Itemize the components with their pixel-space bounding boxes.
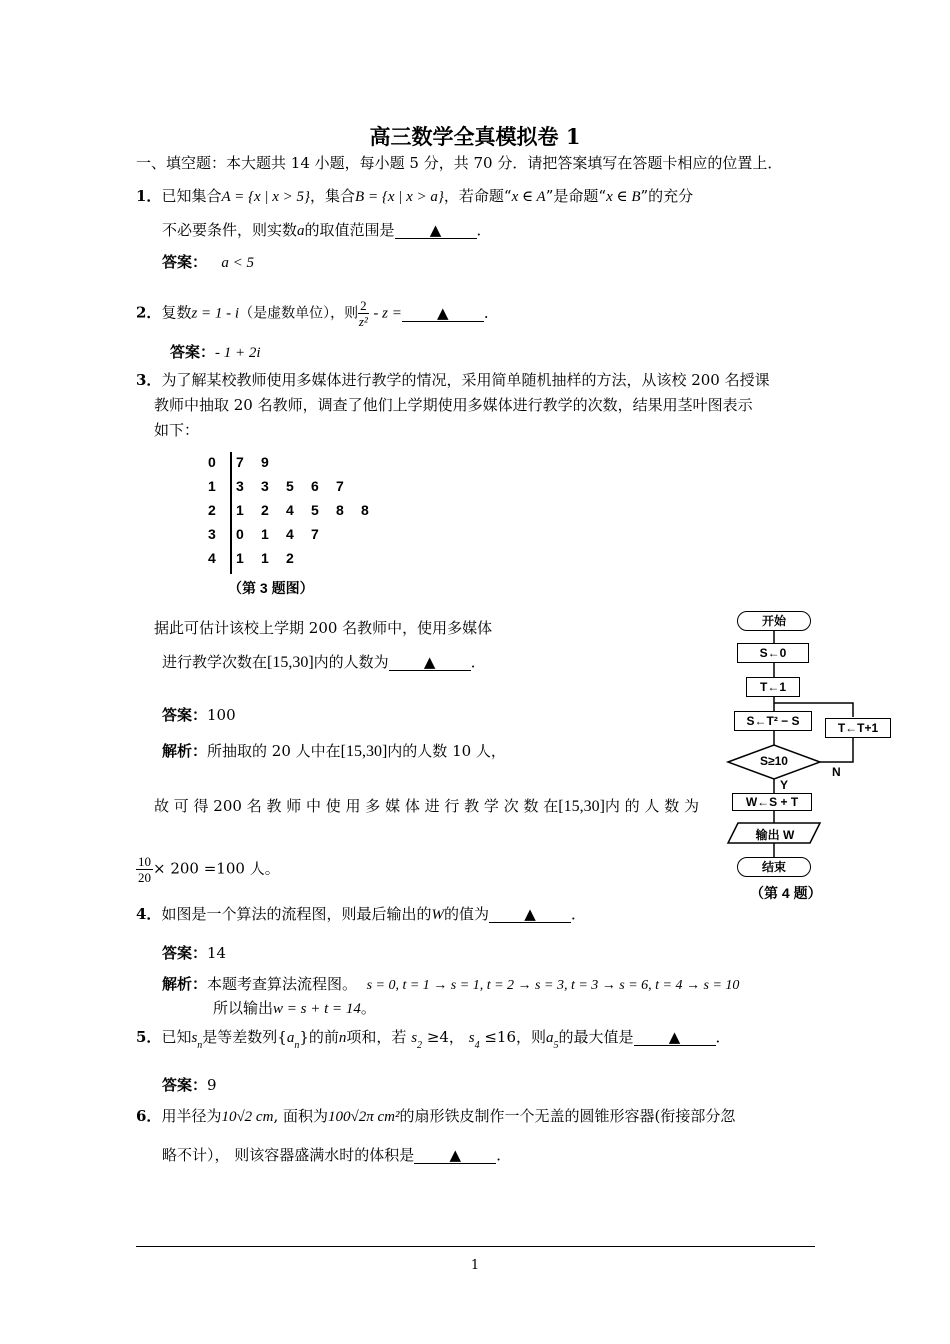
flow-yes-label: Y xyxy=(780,778,789,792)
question-4-analysis1 xyxy=(162,974,739,996)
q1-set-a: A = {x | x > 5} xyxy=(221,189,311,205)
q1-var-a: a xyxy=(297,223,305,239)
answer-blank[interactable] xyxy=(414,1145,496,1164)
leaf-value: 9 xyxy=(261,454,269,470)
instructions: 一、填空题：本大题共 14 小题，每小题 5 分，共 70 分．请把答案填写在答题卡相应的位置上． xyxy=(136,154,783,172)
question-number: 1． xyxy=(136,187,162,205)
flow-w: W←S + T xyxy=(732,793,812,811)
q3-text: 进行教学次数在 xyxy=(162,653,268,671)
question-1-answer xyxy=(162,252,254,273)
leaf-value: 1 xyxy=(261,526,269,542)
answer-label: 答案： xyxy=(170,343,216,361)
flowchart xyxy=(720,605,900,905)
analysis-label: 解析： xyxy=(162,742,208,760)
triangle-icon: ▲ xyxy=(524,905,536,923)
question-number: 4． xyxy=(136,905,162,923)
question-2-line1: 2．复数z = 1 - i（是虚数单位），则 $\frac{2}{\text{z²}}$ - z = ▲ ． xyxy=(136,298,499,329)
subscript: 2 xyxy=(417,1040,423,1051)
stem-value: 3 xyxy=(208,526,216,542)
question-6-line2: 略不计）， 则该容器盛满水时的体积是 ▲ ． xyxy=(162,1146,512,1164)
q3-text: 内的人数为 xyxy=(313,653,389,671)
q6-text: 略不计）， 则该容器盛满水时的体积是 xyxy=(162,1146,415,1164)
question-2-answer xyxy=(170,342,261,363)
answer-value: 14 xyxy=(207,944,227,962)
page-title: 高三数学全真模拟卷 1 xyxy=(369,124,581,149)
stem-divider xyxy=(230,452,232,574)
q5-sn: s xyxy=(191,1030,198,1046)
q6-text: 的扇形铁皮制作一个无盖的圆锥形容器(衔接部分忽 xyxy=(399,1107,736,1125)
answer-blank[interactable] xyxy=(489,904,571,923)
question-5-answer xyxy=(162,1075,217,1095)
leaf-value: 0 xyxy=(236,526,244,542)
leaf-value: 7 xyxy=(311,526,319,542)
question-number: 5． xyxy=(136,1028,162,1046)
q6-area: 100√2π cm² xyxy=(327,1109,400,1125)
q3-fraction xyxy=(136,854,153,885)
flow-update: S←T² − S xyxy=(734,711,812,731)
flow-no-label: N xyxy=(832,765,841,779)
footer-rule xyxy=(136,1246,815,1247)
question-number: 2． xyxy=(136,303,162,322)
interval: [15,30] xyxy=(340,743,388,760)
q5-text: 是等差数列{ xyxy=(202,1028,287,1046)
q3-text: × 200 =100 人。 xyxy=(153,859,280,878)
question-3-analysis2 xyxy=(154,796,699,817)
question-3-line2: 教师中抽取 20 名教师，调查了他们上学期使用多媒体进行教学的次数，结果用茎叶图表示 xyxy=(154,396,753,414)
answer-value: 9 xyxy=(207,1076,217,1094)
stem-value: 0 xyxy=(208,454,216,470)
frac-num: 10 xyxy=(138,854,151,869)
leaf-value: 8 xyxy=(361,502,369,518)
triangle-icon: ▲ xyxy=(668,1028,681,1046)
subscript: 5 xyxy=(553,1040,559,1051)
frac-den: z² xyxy=(358,314,368,329)
flow-s0: S←0 xyxy=(737,643,809,663)
answer-label: 答案： xyxy=(162,253,208,271)
answer-label: 答案： xyxy=(162,944,208,962)
stem-value: 2 xyxy=(208,502,216,518)
stem-leaf-caption: （第 3 题图） xyxy=(228,580,314,596)
q4-text: 所以输出 xyxy=(213,999,274,1017)
question-3-analysis1 xyxy=(162,741,506,762)
question-4-answer xyxy=(162,943,226,963)
subscript: n xyxy=(197,1040,203,1051)
q5-s2: s xyxy=(411,1030,418,1046)
question-5-line1: 5．已知$s_n$是等差数列$\{a_n\}$的前n项和，若 $s_2 \ge 4$， $s_4 \le 16$，则$a_5$的最大值是 ▲ ． xyxy=(136,1028,731,1051)
question-3-analysis3 xyxy=(136,854,280,885)
question-3-line1 xyxy=(136,370,770,390)
stem-leaf-plot xyxy=(200,452,400,577)
flow-cond: S≥10 xyxy=(760,754,788,768)
answer-blank[interactable] xyxy=(402,303,484,322)
answer-value: a < 5 xyxy=(221,255,254,271)
triangle-icon: ▲ xyxy=(449,1146,462,1164)
q2-minus-z: - z = xyxy=(373,305,402,322)
q2-fraction xyxy=(358,298,369,329)
leaf-value: 7 xyxy=(336,478,344,494)
q5-s4: s xyxy=(468,1030,475,1046)
subscript: n xyxy=(294,1040,300,1051)
interval: [15,30] xyxy=(267,654,314,671)
leaf-value: 4 xyxy=(286,502,294,518)
q1-prop-a: x ∈ A xyxy=(511,189,546,205)
question-4-line1: 4．如图是一个算法的流程图，则最后输出的W的值为 ▲ ． xyxy=(136,905,586,923)
leaf-value: 4 xyxy=(286,526,294,542)
leaf-value: 1 xyxy=(261,550,269,566)
flow-caption: （第 4 题） xyxy=(750,885,822,901)
leaf-value: 3 xyxy=(236,478,244,494)
question-1-line1 xyxy=(136,186,693,207)
stem-value: 4 xyxy=(208,550,216,566)
flow-end: 结束 xyxy=(737,857,811,877)
stem-value: 1 xyxy=(208,478,216,494)
q5-text: 已知 xyxy=(161,1028,192,1046)
leaf-value: 2 xyxy=(286,550,294,566)
q4-result: w = s + t = 14 xyxy=(273,1001,361,1017)
q1-text: 的取值范围是 xyxy=(304,221,395,239)
frac-den: 20 xyxy=(138,870,151,885)
q1-set-b: B = {x | x > a} xyxy=(355,189,444,205)
q4-var-w: W xyxy=(431,907,444,923)
leaf-value: 1 xyxy=(236,550,244,566)
answer-blank[interactable] xyxy=(634,1027,716,1046)
answer-value: 100 xyxy=(207,706,236,724)
answer-blank[interactable] xyxy=(389,652,471,671)
q1-text: ，若命题“ xyxy=(443,187,512,205)
page-number: 1 xyxy=(470,1258,480,1273)
triangle-icon: ▲ xyxy=(423,653,436,671)
triangle-icon: ▲ xyxy=(437,303,449,322)
q2-text: 复数 xyxy=(161,303,192,322)
flow-inc: T←T+1 xyxy=(825,718,891,738)
q5-text: ≤16，则 xyxy=(484,1028,546,1046)
q4-text: 。 xyxy=(360,999,376,1017)
frac-num: 2 xyxy=(360,298,367,313)
answer-value: - 1 + 2i xyxy=(215,345,261,361)
q1-text: ”是命题“ xyxy=(545,187,607,205)
q4-text: 的值为 xyxy=(443,905,489,923)
leaf-value: 8 xyxy=(336,502,344,518)
triangle-icon: ▲ xyxy=(429,221,442,239)
q5-text: }的前 xyxy=(299,1028,339,1046)
answer-label: 答案： xyxy=(162,1076,208,1094)
leaf-value: 5 xyxy=(311,502,319,518)
q4-steps: s = 0, t = 1 → s = 1, t = 2 → s = 3, t = 3 → s = 6, t = 4 → s = 10 xyxy=(366,978,740,993)
q1-text: ”的充分 xyxy=(640,187,694,205)
leaf-value: 5 xyxy=(286,478,294,494)
leaf-value: 7 xyxy=(236,454,244,470)
question-number: 6． xyxy=(136,1107,162,1125)
flow-start: 开始 xyxy=(737,611,811,631)
q1-text: 不必要条件，则实数 xyxy=(162,221,298,239)
question-number: 3． xyxy=(136,371,162,389)
flow-output: 输出 W xyxy=(755,828,795,842)
answer-blank[interactable] xyxy=(395,220,477,239)
q5-text: 的最大值是 xyxy=(558,1028,634,1046)
question-3-text2: 进行教学次数在[15,30]内的人数为 ▲ ． xyxy=(162,653,486,671)
analysis-label: 解析： xyxy=(162,975,208,993)
q5-a5: a xyxy=(546,1030,554,1046)
q3-text: 内的人数 10 人， xyxy=(387,742,506,760)
leaf-value: 6 xyxy=(311,478,319,494)
q6-text: , 面积为 xyxy=(273,1107,328,1125)
q3-text: 故 可 得 200 名 教 师 中 使 用 多 媒 体 进 行 教 学 次 数 在 xyxy=(154,797,559,815)
q5-text: 项和，若 xyxy=(346,1028,407,1046)
question-6-line1 xyxy=(136,1106,735,1127)
q5-n: n xyxy=(338,1030,347,1046)
interval: [15,30] xyxy=(558,798,605,815)
leaf-value: 1 xyxy=(236,502,244,518)
subscript: 4 xyxy=(474,1040,480,1051)
q1-text: 已知集合 xyxy=(161,187,222,205)
q1-prop-b: x ∈ B xyxy=(606,189,641,205)
q2-expr: z = 1 - i xyxy=(191,305,240,322)
question-3-line3: 如下： xyxy=(154,421,200,439)
leaf-value: 3 xyxy=(261,478,269,494)
question-3-text1: 据此可估计该校上学期 200 名教师中，使用多媒体 xyxy=(154,619,493,637)
question-1-line2: 不必要条件，则实数a的取值范围是 ▲ ． xyxy=(162,221,492,239)
question-3-answer xyxy=(162,705,236,725)
leaf-value: 2 xyxy=(261,502,269,518)
q5-text: ≥4， xyxy=(426,1028,464,1046)
q5-an: a xyxy=(286,1030,295,1046)
answer-label: 答案： xyxy=(162,706,208,724)
q6-text: 用半径为 xyxy=(161,1107,222,1125)
q4-text: 如图是一个算法的流程图，则最后输出的 xyxy=(161,905,432,923)
q3-text: 所抽取的 20 人中在 xyxy=(207,742,341,760)
q1-text: ，集合 xyxy=(310,187,356,205)
q6-radius: 10√2 cm xyxy=(221,1109,274,1125)
flow-t1: T←1 xyxy=(746,677,800,697)
q2-text: （是虚数单位），则 xyxy=(239,305,359,322)
q3-text: 内 的 人 数 为 xyxy=(604,797,699,815)
q4-text: 本题考查算法流程图。 xyxy=(207,975,358,993)
q3-text: 为了解某校教师使用多媒体进行教学的情况，采用简单随机抽样的方法，从该校 200 名授课 xyxy=(161,371,770,389)
question-4-analysis2 xyxy=(213,998,376,1019)
